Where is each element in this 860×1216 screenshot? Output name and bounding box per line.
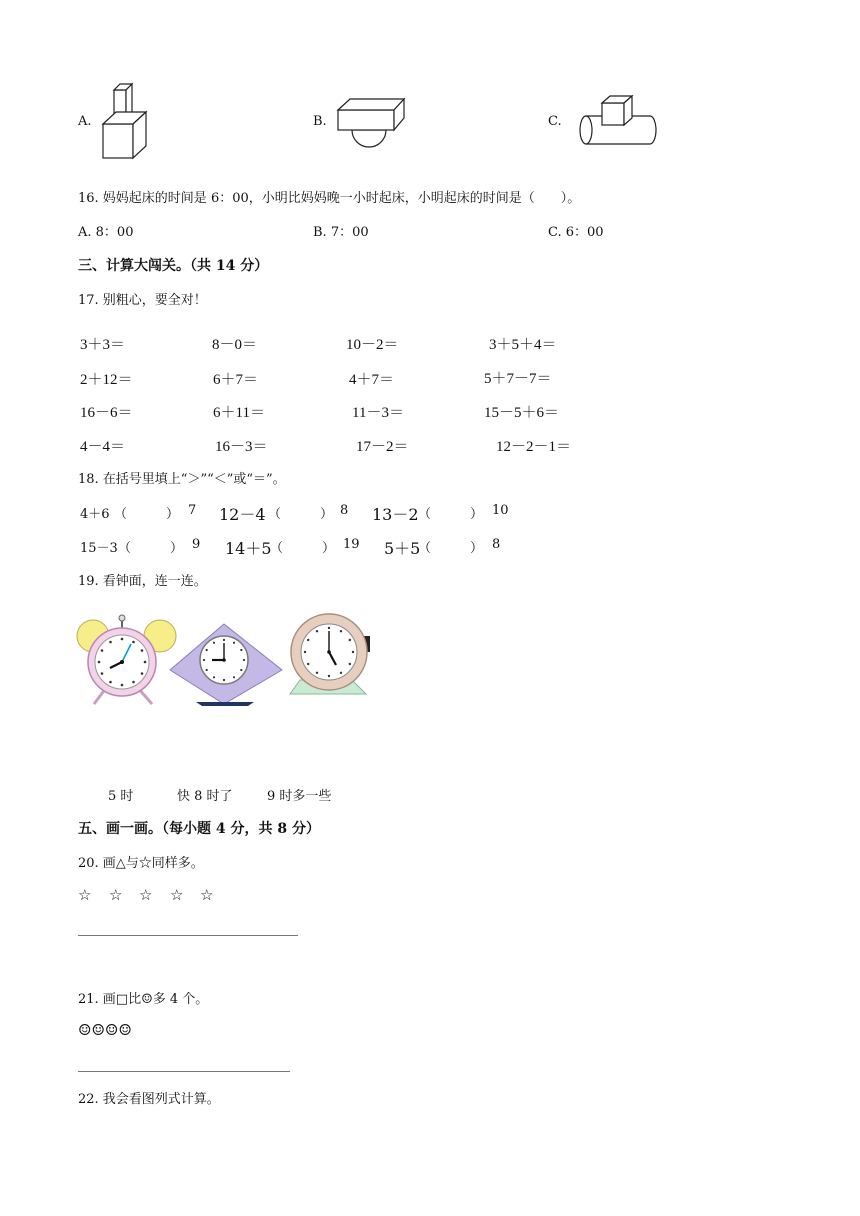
q17-equation: 2＋12＝ xyxy=(80,372,133,388)
q15-option-b-label: B. xyxy=(313,114,327,129)
q17-equation: 5＋7－7＝ xyxy=(484,371,552,387)
q18-answer-blank[interactable]: （ ） xyxy=(418,507,484,522)
q17-equation: 4－4＝ xyxy=(80,439,126,455)
q18-expression-right: 7 xyxy=(188,503,197,518)
q22-title: 22. 我会看图列式计算。 xyxy=(78,1092,220,1107)
star-icon: ☆ xyxy=(109,886,123,904)
q15-option-a-label: A. xyxy=(78,114,92,129)
section-3-title: 三、计算大闯关。（共 14 分） xyxy=(78,258,269,274)
q17-equation: 6＋11＝ xyxy=(213,405,265,421)
q18-answer-blank[interactable]: （ ） xyxy=(270,541,336,556)
star-icon: ☆ xyxy=(78,886,92,904)
q17-equation: 8－0＝ xyxy=(212,337,258,353)
q17-title: 17. 别粗心，要全对！ xyxy=(78,293,207,308)
q18-expression-left: 4＋6 xyxy=(80,507,110,522)
smiley-icons: ☺☺☺☺ xyxy=(78,1021,132,1039)
q18-expression-left: 15－3 xyxy=(80,541,118,556)
q17-equation: 4＋7＝ xyxy=(349,372,395,388)
q17-equation: 16－3＝ xyxy=(215,439,268,455)
q18-answer-blank[interactable]: （ ） xyxy=(268,507,334,522)
star-icon: ☆ xyxy=(139,886,153,904)
diamond-clock-icon xyxy=(168,622,284,706)
star-icon: ☆ xyxy=(200,886,214,904)
q18-answer-blank[interactable]: （ ） xyxy=(118,541,184,556)
q21-answer-line[interactable] xyxy=(78,1071,290,1072)
q18-expression-right: 8 xyxy=(492,537,501,552)
q17-equation: 6＋7＝ xyxy=(213,372,259,388)
q17-equation: 15－5＋6＝ xyxy=(484,405,560,421)
q17-equation: 12－2－1＝ xyxy=(496,439,572,455)
q15-option-c-label: C. xyxy=(548,114,562,129)
q19-time-label: 9 时多一些 xyxy=(267,789,332,804)
q18-expression-left: 14＋5 xyxy=(225,539,272,558)
q17-equation: 3＋3＝ xyxy=(80,337,126,353)
q17-equation: 16－6＝ xyxy=(80,405,133,421)
q17-equation: 17－2＝ xyxy=(356,439,409,455)
round-clock-icon xyxy=(286,614,376,696)
q19-time-label: 快 8 时了 xyxy=(177,789,233,804)
cuboid-hemisphere-icon xyxy=(336,96,406,150)
q21-title: 21. 画□比☺多 4 个。 xyxy=(78,992,209,1007)
q18-answer-blank[interactable]: （ ） xyxy=(418,541,484,556)
q18-expression-left: 5＋5 xyxy=(384,539,421,558)
q17-equation: 3＋5＋4＝ xyxy=(489,337,557,353)
q18-expression-left: 13－2 xyxy=(372,505,419,524)
q16-question: 16. 妈妈起床的时间是 6：00，小明比妈妈晚一小时起床，小明起床的时间是（ ）。 xyxy=(78,191,581,206)
stacked-cuboids-icon xyxy=(100,82,150,160)
q16-option-c: C. 6：00 xyxy=(548,225,604,240)
q19-title: 19. 看钟面，连一连。 xyxy=(78,574,207,589)
cube-cylinder-icon xyxy=(574,94,660,148)
q19-time-label: 5 时 xyxy=(108,789,134,804)
q20-answer-line[interactable] xyxy=(78,935,298,936)
star-icon: ☆ xyxy=(170,886,184,904)
q18-expression-right: 19 xyxy=(343,537,360,552)
q18-expression-right: 8 xyxy=(340,503,349,518)
section-5-title: 五、画一画。（每小题 4 分，共 8 分） xyxy=(78,821,320,837)
q18-expression-right: 9 xyxy=(192,537,201,552)
q17-equation: 11－3＝ xyxy=(352,405,404,421)
q20-title: 20. 画△与☆同样多。 xyxy=(78,856,204,871)
q16-option-b: B. 7：00 xyxy=(313,225,369,240)
q18-title: 18. 在括号里填上“＞”“＜”或“＝”。 xyxy=(78,472,286,487)
alarm-clock-icon xyxy=(76,614,176,706)
q17-equation: 10－2＝ xyxy=(346,337,399,353)
q18-expression-right: 10 xyxy=(492,503,509,518)
q16-option-a: A. 8：00 xyxy=(78,225,134,240)
q18-expression-left: 12－4 xyxy=(219,505,266,524)
q18-answer-blank[interactable]: （ ） xyxy=(114,507,180,522)
